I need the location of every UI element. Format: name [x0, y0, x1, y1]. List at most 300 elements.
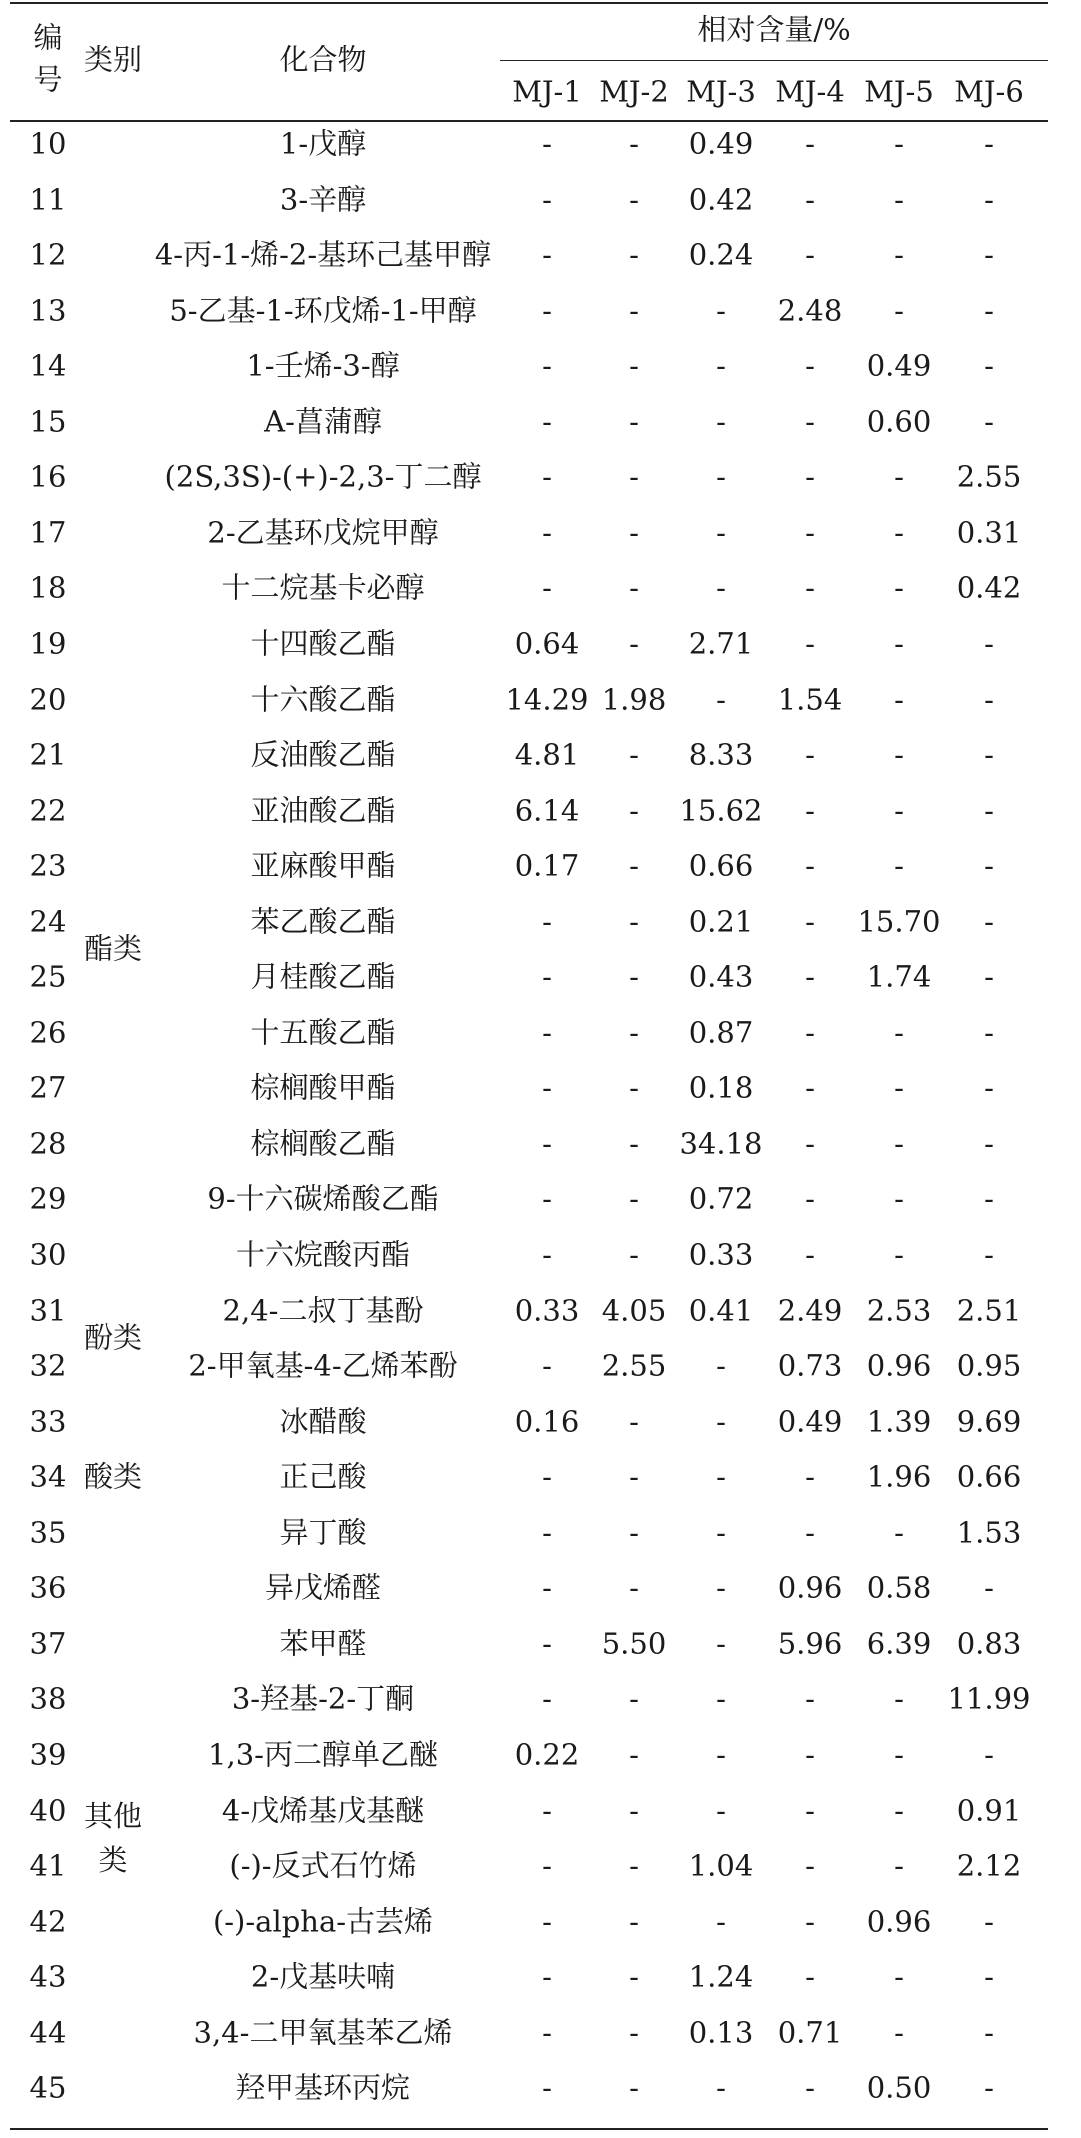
row-value: 4.81 [514, 737, 580, 772]
row-value: - [542, 1681, 552, 1716]
row-value: - [805, 1793, 815, 1827]
category-label: 酯类 [83, 931, 143, 966]
row-value: 1.74 [866, 959, 932, 994]
row-value: 2.12 [956, 1848, 1022, 1883]
row-value: - [984, 1015, 994, 1050]
row-value: 0.49 [688, 126, 754, 161]
row-value: - [984, 348, 994, 383]
row-id: 10 [29, 126, 67, 161]
row-id: 29 [29, 1181, 67, 1216]
row-value: - [629, 1515, 639, 1550]
header-sample: MJ-2 [599, 74, 669, 109]
row-value: - [629, 1570, 639, 1605]
row-value: 0.95 [956, 1348, 1022, 1383]
row-value: - [542, 126, 552, 161]
row-value: - [542, 2015, 552, 2050]
row-value: - [629, 1681, 639, 1716]
row-value: 2.55 [956, 459, 1022, 494]
row-value: 2.48 [777, 293, 843, 328]
row-value: - [629, 1793, 639, 1827]
row-compound: 5-乙基-1-环戊烯-1-甲醇 [169, 293, 477, 328]
row-id: 15 [29, 404, 67, 439]
row-value: 0.33 [514, 1293, 580, 1328]
row-value: - [805, 459, 815, 494]
row-compound: 正己酸 [279, 1459, 367, 1494]
row-id: 27 [29, 1070, 67, 1105]
row-id: 25 [29, 959, 67, 994]
row-value: 0.96 [866, 1904, 932, 1939]
row-value: 0.21 [688, 904, 754, 939]
row-value: - [716, 1348, 726, 1383]
row-value: - [894, 459, 904, 494]
bottom-rule [10, 2128, 1048, 2130]
row-value: - [716, 682, 726, 716]
row-value: 0.24 [688, 237, 754, 272]
row-value: - [716, 2070, 726, 2105]
row-value: - [542, 2070, 552, 2105]
row-value: 0.42 [956, 570, 1022, 605]
row-id: 21 [29, 737, 67, 772]
row-id: 30 [29, 1237, 67, 1272]
row-value: - [716, 570, 726, 605]
row-value: - [984, 2015, 994, 2050]
row-value: - [894, 1515, 904, 1550]
row-value: - [984, 682, 994, 716]
row-value: - [629, 1848, 639, 1883]
row-value: - [629, 737, 639, 772]
row-compound: 苯乙酸乙酯 [250, 904, 396, 939]
row-value: - [984, 626, 994, 661]
row-compound: 1-戊醇 [279, 126, 367, 161]
row-value: 0.13 [688, 2015, 754, 2050]
row-value: - [629, 293, 639, 328]
row-value: 4.05 [601, 1293, 667, 1328]
row-value: - [894, 1126, 904, 1161]
row-value: - [984, 1181, 994, 1216]
row-value: - [805, 126, 815, 161]
row-value: - [984, 2070, 994, 2105]
row-value: - [542, 1959, 552, 1994]
row-value: - [716, 1737, 726, 1772]
row-value: 0.58 [866, 1570, 932, 1605]
row-value: - [629, 1015, 639, 1050]
row-compound: 十二烷基卡必醇 [221, 570, 425, 605]
row-id: 13 [29, 293, 67, 328]
row-value: - [629, 1959, 639, 1994]
row-value: - [805, 1681, 815, 1716]
row-value: - [716, 1793, 726, 1827]
header-sample: MJ-6 [954, 74, 1024, 109]
row-value: - [984, 1570, 994, 1605]
row-id: 45 [29, 2070, 67, 2105]
row-compound: 冰醋酸 [279, 1404, 367, 1439]
row-id: 24 [29, 904, 67, 939]
row-value: - [716, 348, 726, 383]
row-value: - [984, 904, 994, 939]
category-label: 酚类 [83, 1320, 143, 1355]
header-rule [10, 120, 1048, 122]
row-value: - [805, 737, 815, 772]
row-value: - [716, 404, 726, 439]
row-compound: 羟甲基环丙烷 [235, 2070, 411, 2105]
row-value: - [984, 959, 994, 994]
row-value: 0.49 [777, 1404, 843, 1439]
row-value: - [894, 1959, 904, 1994]
row-value: - [629, 2070, 639, 2105]
row-value: - [542, 293, 552, 328]
row-value: - [629, 459, 639, 494]
row-value: - [984, 237, 994, 272]
row-value: - [805, 1070, 815, 1105]
row-value: - [629, 904, 639, 939]
row-value: - [629, 515, 639, 550]
row-value: - [629, 1126, 639, 1161]
row-compound: 十六酸乙酯 [250, 682, 396, 716]
row-value: - [894, 1070, 904, 1105]
row-compound: 棕榈酸甲酯 [250, 1070, 396, 1105]
row-value: - [716, 459, 726, 494]
row-value: 14.29 [505, 682, 589, 716]
row-value: - [542, 1348, 552, 1383]
row-value: - [542, 1904, 552, 1939]
row-compound: 1-壬烯-3-醇 [246, 348, 400, 383]
row-value: - [716, 1404, 726, 1439]
row-value: - [894, 1015, 904, 1050]
category-label: 酸类 [83, 1459, 143, 1494]
row-value: 0.72 [688, 1181, 754, 1216]
row-value: - [716, 293, 726, 328]
row-compound: 苯甲醛 [279, 1626, 367, 1661]
row-value: 1.98 [601, 682, 667, 716]
row-id: 12 [29, 237, 67, 272]
row-value: - [894, 682, 904, 716]
header-sample: MJ-3 [686, 74, 756, 109]
row-value: - [805, 904, 815, 939]
row-value: - [542, 1015, 552, 1050]
row-value: 0.43 [688, 959, 754, 994]
row-compound: (-)-alpha-古芸烯 [212, 1904, 434, 1939]
row-value: 0.96 [777, 1570, 843, 1605]
row-value: 2.71 [688, 626, 754, 661]
row-value: 1.53 [956, 1515, 1022, 1550]
row-value: - [894, 237, 904, 272]
row-compound: A-菖蒲醇 [264, 404, 382, 439]
row-value: - [542, 182, 552, 217]
row-compound: 亚麻酸甲酯 [250, 848, 396, 883]
row-value: 0.64 [514, 626, 580, 661]
row-compound: 十四酸乙酯 [250, 626, 396, 661]
row-value: - [542, 1515, 552, 1550]
row-id: 11 [29, 182, 67, 217]
row-id: 17 [29, 515, 67, 550]
row-id: 40 [29, 1793, 67, 1827]
row-value: 11.99 [947, 1681, 1031, 1716]
row-value: - [984, 1737, 994, 1772]
row-compound: 2-戊基呋喃 [250, 1959, 396, 1994]
row-value: - [629, 126, 639, 161]
row-value: 1.54 [777, 682, 843, 716]
row-value: 0.73 [777, 1348, 843, 1383]
row-value: - [984, 793, 994, 828]
row-compound: 2,4-二叔丁基酚 [222, 1293, 424, 1328]
row-value: 0.91 [956, 1793, 1022, 1827]
row-value: - [894, 1681, 904, 1716]
row-value: - [629, 1181, 639, 1216]
row-value: - [542, 1626, 552, 1661]
row-value: - [894, 793, 904, 828]
row-value: - [629, 2015, 639, 2050]
row-value: 2.55 [601, 1348, 667, 1383]
row-compound: 4-戊烯基戊基醚 [221, 1793, 425, 1827]
row-value: 0.41 [688, 1293, 754, 1328]
row-id: 16 [29, 459, 67, 494]
row-value: - [984, 293, 994, 328]
row-value: 0.49 [866, 348, 932, 383]
row-compound: 十五酸乙酯 [250, 1015, 396, 1050]
row-compound: 1,3-丙二醇单乙醚 [208, 1737, 438, 1772]
row-id: 31 [29, 1293, 67, 1328]
row-value: - [805, 793, 815, 828]
row-value: - [542, 1793, 552, 1827]
row-id: 26 [29, 1015, 67, 1050]
row-value: - [542, 348, 552, 383]
row-value: - [542, 404, 552, 439]
row-value: 0.22 [514, 1737, 580, 1772]
row-id: 33 [29, 1404, 67, 1439]
group-rule [500, 60, 1048, 61]
row-value: - [629, 1404, 639, 1439]
row-value: 0.60 [866, 404, 932, 439]
row-value: - [542, 1570, 552, 1605]
row-value: 0.66 [956, 1459, 1022, 1494]
row-value: - [629, 626, 639, 661]
row-value: 0.66 [688, 848, 754, 883]
row-value: - [542, 1459, 552, 1494]
row-value: 6.14 [514, 793, 580, 828]
row-value: - [805, 237, 815, 272]
row-value: 1.24 [688, 1959, 754, 1994]
row-value: - [805, 1904, 815, 1939]
row-value: - [542, 459, 552, 494]
row-value: - [542, 1848, 552, 1883]
row-value: - [542, 237, 552, 272]
row-value: - [984, 737, 994, 772]
row-value: - [805, 1848, 815, 1883]
row-id: 37 [29, 1626, 67, 1661]
row-value: - [984, 1959, 994, 1994]
row-id: 19 [29, 626, 67, 661]
row-value: - [894, 1848, 904, 1883]
header-sample: MJ-4 [775, 74, 845, 109]
row-compound: 亚油酸乙酯 [250, 793, 396, 828]
row-value: - [629, 570, 639, 605]
row-value: - [716, 1626, 726, 1661]
row-value: - [716, 1459, 726, 1494]
header-compound: 化合物 [279, 42, 367, 77]
row-id: 18 [29, 570, 67, 605]
row-value: - [894, 2015, 904, 2050]
row-id: 44 [29, 2015, 67, 2050]
row-compound: 十六烷酸丙酯 [235, 1237, 411, 1272]
row-value: - [805, 515, 815, 550]
row-value: 0.50 [866, 2070, 932, 2105]
row-compound: 反油酸乙酯 [250, 737, 396, 772]
row-value: - [984, 1126, 994, 1161]
row-value: - [805, 1237, 815, 1272]
row-value: - [984, 126, 994, 161]
row-value: 2.51 [956, 1293, 1022, 1328]
row-compound: 2-乙基环戊烷甲醇 [207, 515, 439, 550]
row-value: - [629, 1237, 639, 1272]
row-id: 34 [29, 1459, 67, 1494]
row-value: 15.70 [857, 904, 941, 939]
row-compound: 异戊烯醛 [264, 1570, 382, 1605]
row-value: - [542, 570, 552, 605]
row-id: 14 [29, 348, 67, 383]
row-compound: 9-十六碳烯酸乙酯 [207, 1181, 439, 1216]
row-id: 43 [29, 1959, 67, 1994]
row-compound: 异丁酸 [279, 1515, 367, 1550]
row-value: - [629, 1737, 639, 1772]
row-value: - [716, 1681, 726, 1716]
row-value: - [894, 1181, 904, 1216]
row-value: - [542, 904, 552, 939]
row-id: 41 [29, 1848, 67, 1883]
row-value: - [894, 626, 904, 661]
row-value: - [805, 1459, 815, 1494]
row-value: - [629, 848, 639, 883]
header-category: 类别 [83, 42, 143, 77]
row-value: 1.04 [688, 1848, 754, 1883]
row-id: 20 [29, 682, 67, 716]
row-value: - [629, 237, 639, 272]
row-compound: 3,4-二甲氧基苯乙烯 [193, 2015, 453, 2050]
row-value: 0.33 [688, 1237, 754, 1272]
category-label: 其他类 [83, 1799, 142, 1878]
row-value: - [629, 348, 639, 383]
row-value: - [894, 182, 904, 217]
row-compound: (-)-反式石竹烯 [229, 1848, 417, 1883]
row-value: 8.33 [688, 737, 754, 772]
row-id: 42 [29, 1904, 67, 1939]
row-value: - [805, 182, 815, 217]
row-value: - [984, 404, 994, 439]
row-id: 35 [29, 1515, 67, 1550]
row-value: - [542, 1237, 552, 1272]
row-compound: 4-丙-1-烯-2-基环己基甲醇 [154, 237, 492, 272]
row-value: - [629, 182, 639, 217]
row-value: - [716, 515, 726, 550]
row-value: - [629, 404, 639, 439]
row-id: 38 [29, 1681, 67, 1716]
row-value: - [805, 2070, 815, 2105]
row-value: - [629, 1904, 639, 1939]
row-value: - [805, 626, 815, 661]
row-value: 6.39 [866, 1626, 932, 1661]
row-value: - [984, 1237, 994, 1272]
row-compound: 月桂酸乙酯 [250, 959, 396, 994]
row-id: 39 [29, 1737, 67, 1772]
row-value: 0.16 [514, 1404, 580, 1439]
row-value: 5.50 [601, 1626, 667, 1661]
row-id: 32 [29, 1348, 67, 1383]
row-value: 1.39 [866, 1404, 932, 1439]
row-value: - [629, 1070, 639, 1105]
row-value: - [805, 1126, 815, 1161]
row-value: - [894, 848, 904, 883]
header-sample: MJ-5 [864, 74, 934, 109]
row-value: - [542, 1070, 552, 1105]
row-value: 5.96 [777, 1626, 843, 1661]
row-value: 2.53 [866, 1293, 932, 1328]
row-value: 0.71 [777, 2015, 843, 2050]
row-value: - [894, 515, 904, 550]
row-id: 22 [29, 793, 67, 828]
row-value: - [629, 959, 639, 994]
row-compound: 3-辛醇 [279, 182, 367, 217]
row-value: 0.83 [956, 1626, 1022, 1661]
row-id: 23 [29, 848, 67, 883]
row-value: - [542, 959, 552, 994]
row-value: - [716, 1904, 726, 1939]
row-value: - [805, 570, 815, 605]
row-value: - [805, 1959, 815, 1994]
row-value: - [894, 126, 904, 161]
header-sample: MJ-1 [512, 74, 582, 109]
row-value: - [805, 1515, 815, 1550]
row-value: 2.49 [777, 1293, 843, 1328]
row-value: - [629, 793, 639, 828]
row-value: 0.87 [688, 1015, 754, 1050]
row-value: - [894, 737, 904, 772]
row-value: - [984, 1070, 994, 1105]
row-value: 9.69 [956, 1404, 1022, 1439]
row-value: - [716, 1515, 726, 1550]
top-rule [10, 2, 1048, 4]
row-value: - [629, 1459, 639, 1494]
row-value: 0.17 [514, 848, 580, 883]
row-value: - [542, 515, 552, 550]
row-value: - [894, 293, 904, 328]
row-value: - [984, 182, 994, 217]
row-compound: 2-甲氧基-4-乙烯苯酚 [188, 1348, 458, 1383]
row-compound: 棕榈酸乙酯 [250, 1126, 396, 1161]
row-value: - [894, 1793, 904, 1827]
row-value: - [805, 1015, 815, 1050]
row-value: - [894, 1737, 904, 1772]
row-value: - [716, 1570, 726, 1605]
row-id: 36 [29, 1570, 67, 1605]
row-value: - [894, 570, 904, 605]
row-value: 1.96 [866, 1459, 932, 1494]
row-value: 34.18 [679, 1126, 763, 1161]
row-value: - [984, 848, 994, 883]
row-value: 15.62 [679, 793, 763, 828]
row-id: 28 [29, 1126, 67, 1161]
row-value: - [894, 1237, 904, 1272]
row-value: - [542, 1126, 552, 1161]
row-value: - [805, 848, 815, 883]
header-relative-content: 相对含量/% [697, 12, 851, 47]
row-value: - [805, 1737, 815, 1772]
row-value: 0.42 [688, 182, 754, 217]
row-value: - [984, 1904, 994, 1939]
row-value: 0.31 [956, 515, 1022, 550]
row-value: - [805, 959, 815, 994]
row-compound: (2S,3S)-(+)-2,3-丁二醇 [164, 459, 482, 494]
row-compound: 3-羟基-2-丁酮 [231, 1681, 415, 1716]
row-value: - [805, 1181, 815, 1216]
